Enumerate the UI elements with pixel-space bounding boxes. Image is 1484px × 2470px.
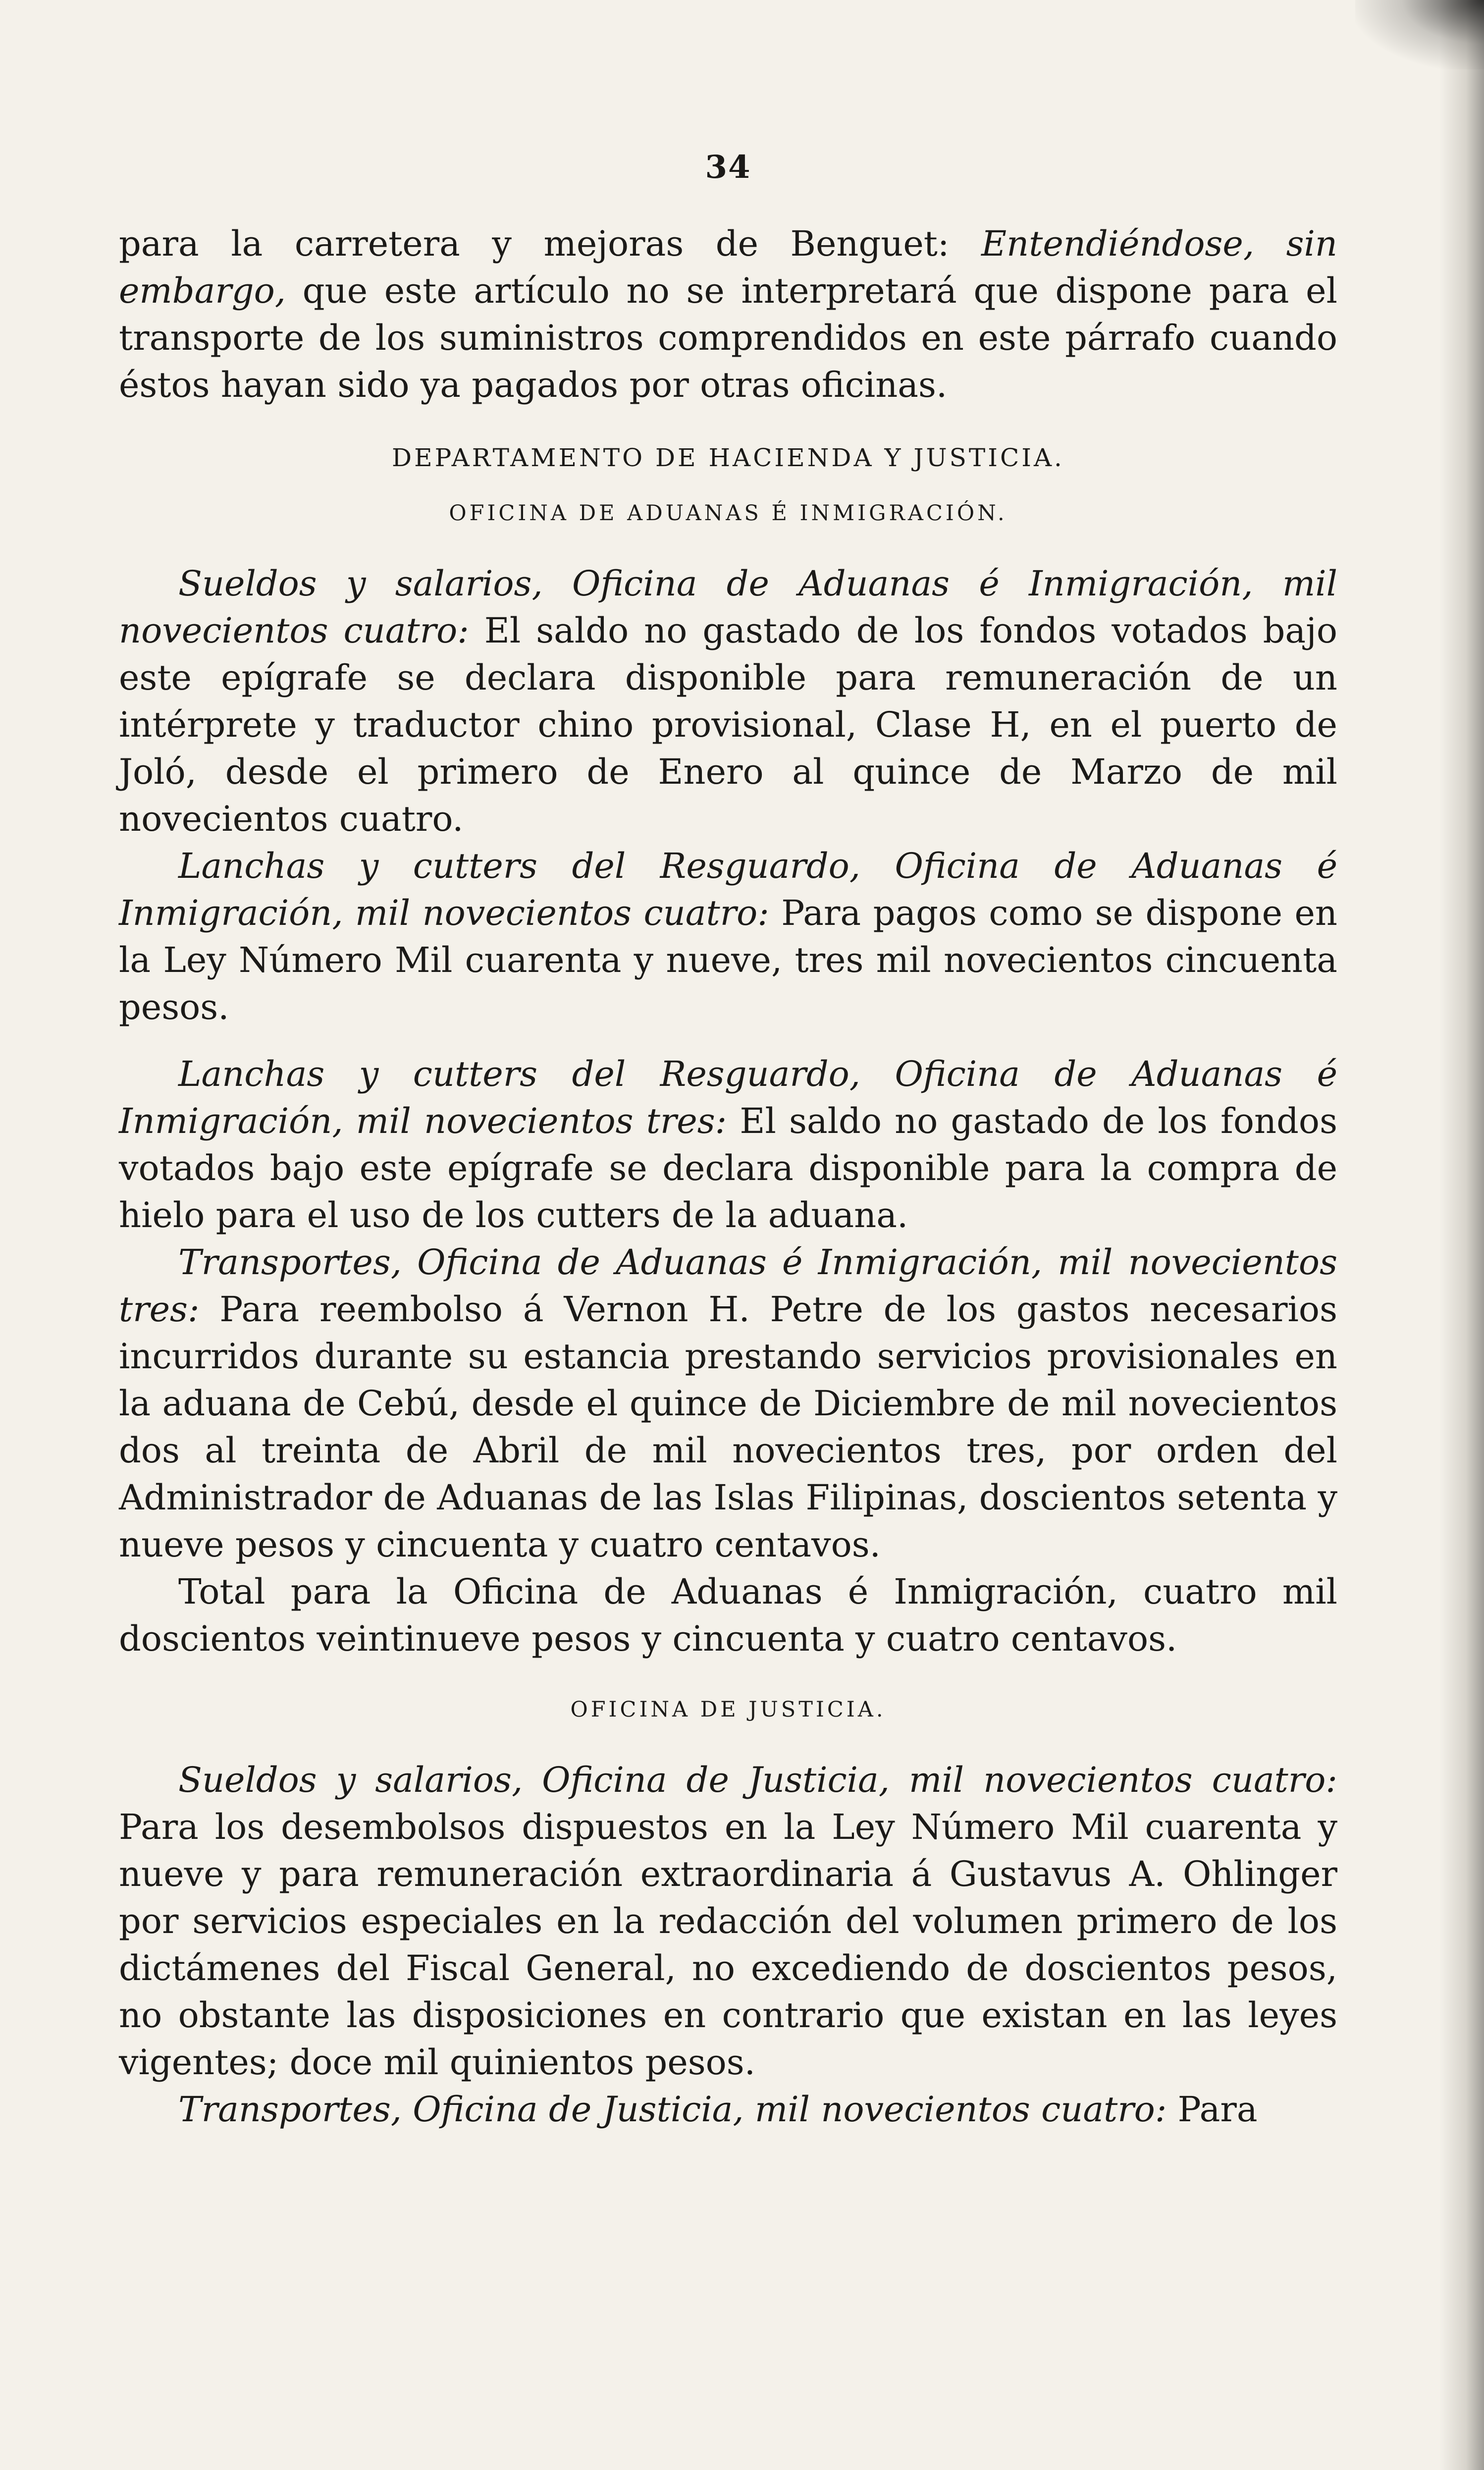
office-justice-heading: OFICINA DE JUSTICIA. [570,1697,886,1722]
scan-corner-shadow [1355,0,1484,69]
item-heading: Transportes, Oficina de Justicia, mil novecientos cuatro: [178,2089,1167,2130]
item-text: Para [1166,2089,1258,2130]
intro-paragraph [119,220,1337,409]
page-number: 34 [705,149,751,186]
department-heading: DEPARTAMENTO DE HACIENDA Y JUSTICIA. [392,443,1064,472]
item-heading: Lanchas y cutters del Resguardo, Oficina de Aduanas é Inmigración, mil novecientos tres: [119,1054,1337,1141]
office-customs-heading: OFICINA DE ADUANAS É INMIGRACIÓN. [449,501,1007,526]
intro-text-end: que este artículo no se interpretará que dispone para el transporte de los suministros comprendidos en este párrafo cuando éstos hayan sido ya pagados por otras oficinas. [119,270,1337,405]
customs-paragraph-launches-1904 [119,843,1337,1031]
item-text: Para reembolso á Vernon H. Petre de los gastos necesarios incurridos durante su estancia prestando servicios provisionales en la aduana de Cebú, desde el quince de Diciembre de mil novecientos dos al treinta de Abril de mil novecientos tres, por orden del Administrador de Aduanas de las Islas Filipinas, doscientos setenta y nueve pesos y cincuenta y cuatro centavos. [119,1289,1337,1565]
customs-paragraph-salaries [119,560,1337,843]
intro-italic: Entendiéndose, sin embargo, [119,223,1337,311]
customs-paragraph-transport [119,1239,1337,1568]
item-text: El saldo no gastado de los fondos votados bajo este epígrafe se declara disponible para la compra de hielo para el uso de los cutters de la aduana. [119,1101,1338,1235]
justice-paragraph-transport [119,2086,1337,2133]
justice-paragraph-salaries [119,1757,1337,2086]
item-heading: Sueldos y salarios, Oficina de Aduanas é Inmigración, mil novecientos cuatro: [119,563,1337,651]
item-heading: Transportes, Oficina de Aduanas é Inmigración, mil novecientos tres: [119,1242,1337,1330]
customs-total: Total para la Oficina de Aduanas é Inmigración, cuatro mil doscientos veintinueve pesos y cincuenta y cuatro centavos. [119,1571,1337,1659]
item-heading: Lanchas y cutters del Resguardo, Oficina de Aduanas é Inmigración, mil novecientos cuatro: [119,846,1337,933]
customs-paragraph-launches-1903 [119,1051,1337,1239]
page-content [119,149,1337,2133]
item-heading: Sueldos y salarios, Oficina de Justicia, mil novecientos cuatro: [178,1760,1337,1800]
scan-edge-shadow [1439,0,1484,2470]
intro-text-start: para la carretera y mejoras de Benguet: [119,223,982,264]
item-text: El saldo no gastado de los fondos votados bajo este epígrafe se declara disponible para remuneración de un intérprete y traductor chino provisional, Clase H, en el puerto de Joló, desde el primero de Enero al quince de Marzo de mil novecientos cuatro. [119,610,1337,839]
item-text: Para los desembolsos dispuestos en la Ley Número Mil cuarenta y nueve y para remuneración extraordinaria á Gustavus A. Ohlinger por servicios especiales en la redacción del volumen primero de los dictámenes del Fiscal General, no excediendo de doscientos pesos, no obstante las disposiciones en contrario que existan en las leyes vigentes; doce mil quinientos pesos. [119,1807,1337,2083]
item-text: Para pagos como se dispone en la Ley Número Mil cuarenta y nueve, tres mil novecientos cincuenta pesos. [119,893,1337,1027]
